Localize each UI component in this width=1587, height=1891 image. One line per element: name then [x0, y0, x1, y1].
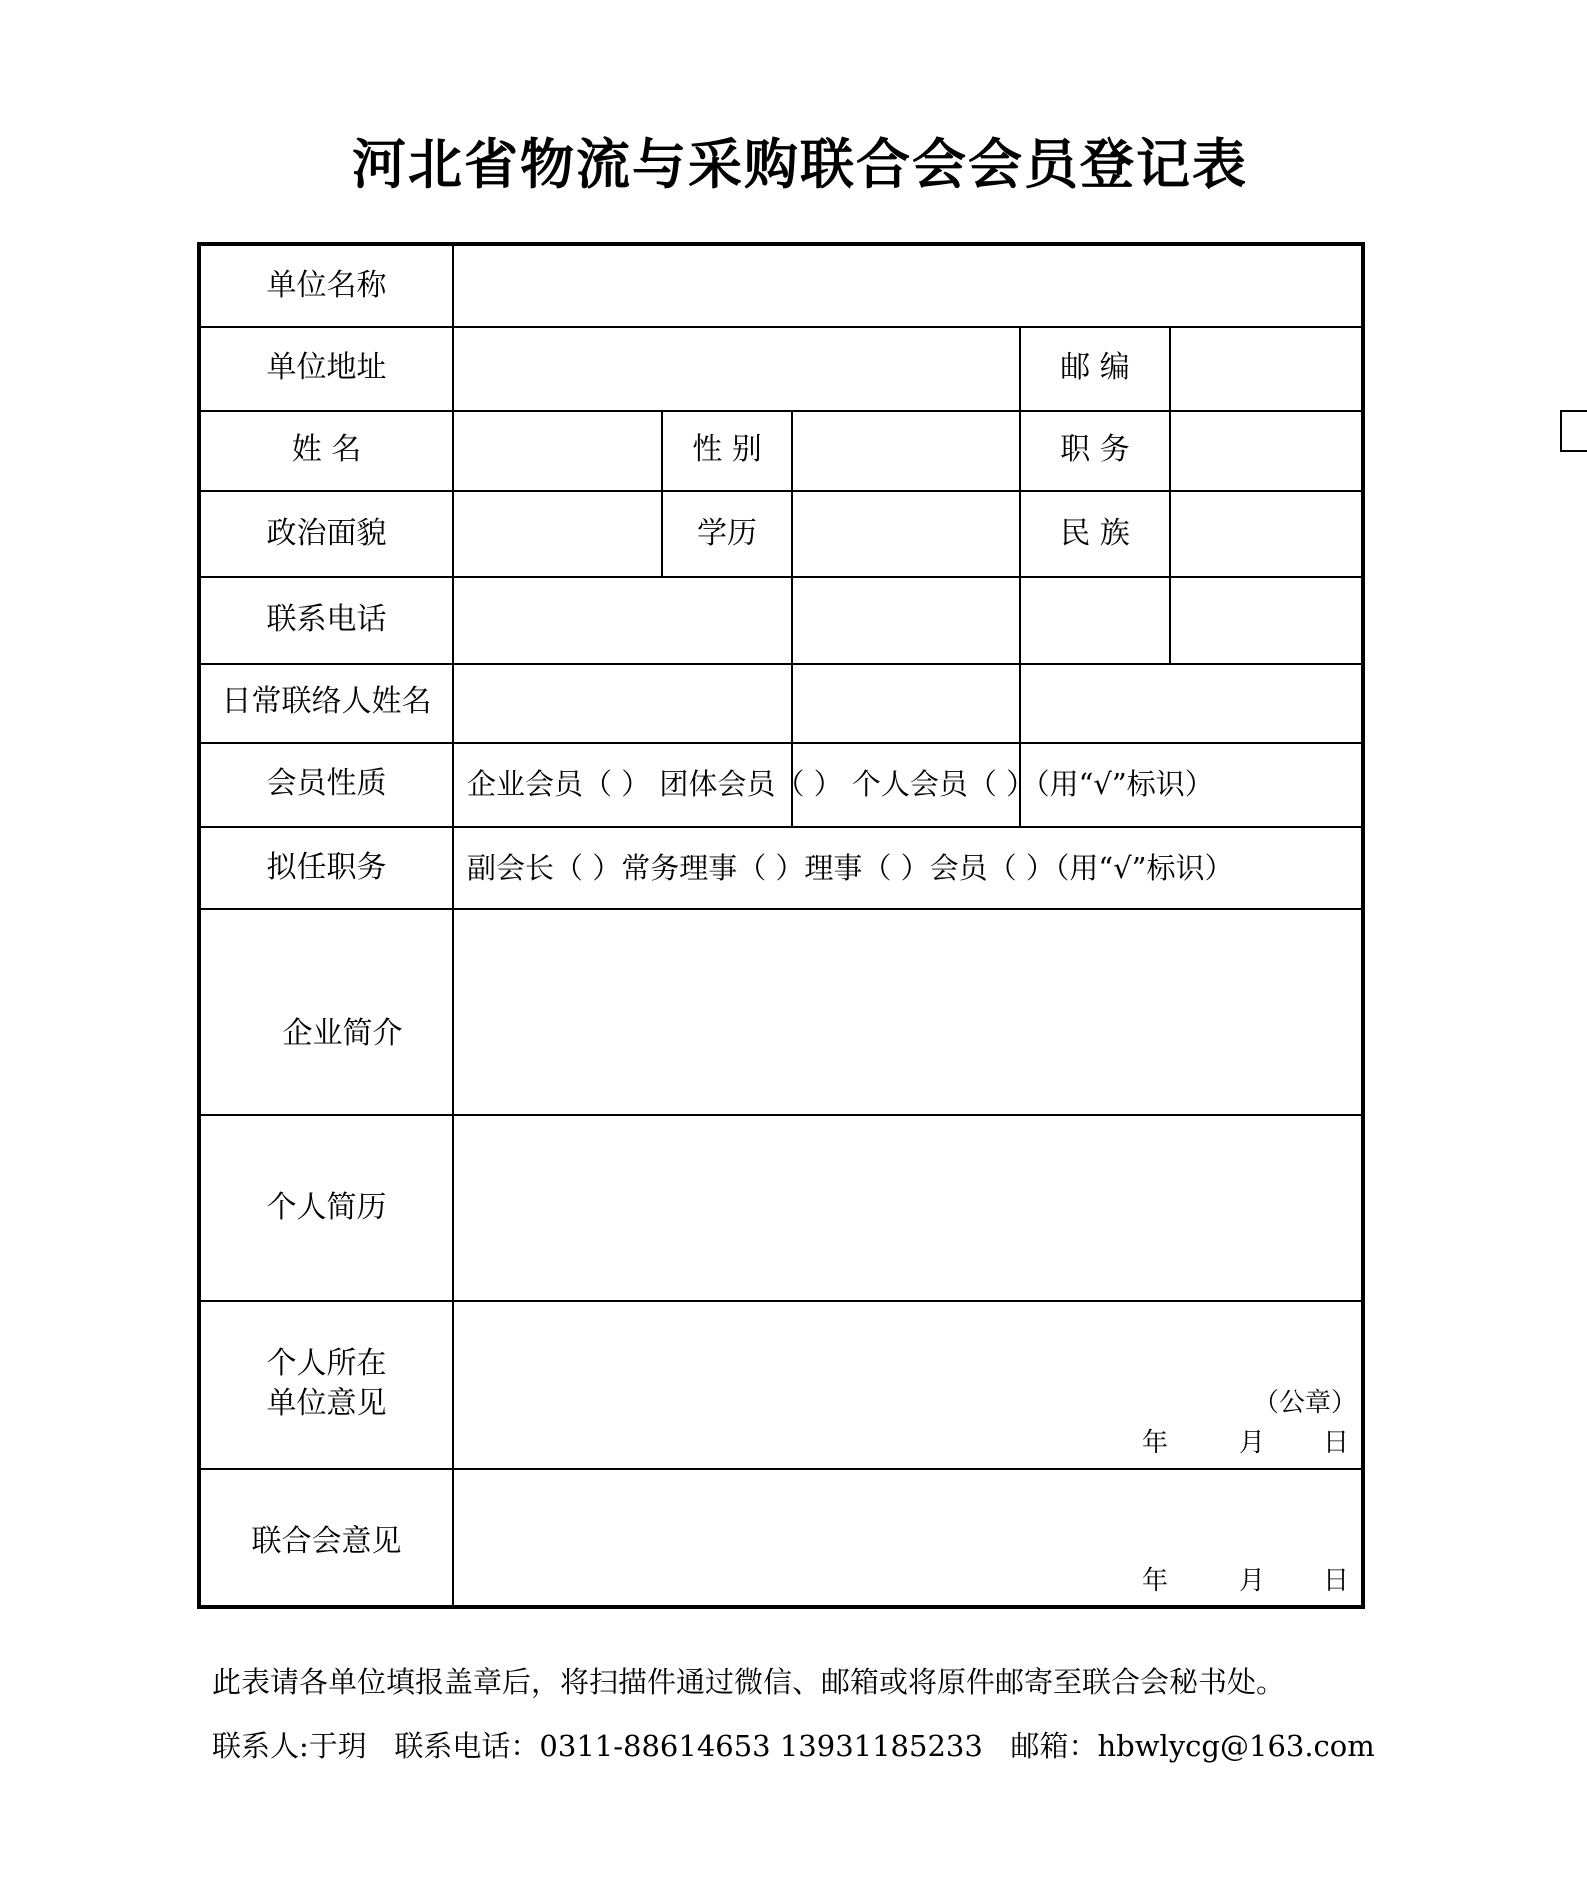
date-day: 日	[1323, 1566, 1350, 1596]
unit-opinion-label-line1: 个人所在	[266, 1346, 387, 1381]
seal-text: （公章）	[1253, 1388, 1358, 1418]
daily-contact-label: 日常联络人姓名	[221, 684, 432, 719]
name-label: 姓 名	[291, 432, 362, 467]
date-day: 日	[1323, 1428, 1350, 1458]
row-divider	[201, 326, 1361, 328]
date-month: 月	[1239, 1428, 1266, 1458]
unit-opinion-label-line2: 单位意见	[266, 1386, 387, 1421]
position-label: 职 务	[1060, 432, 1130, 467]
unit-name-label: 单位名称	[266, 268, 387, 303]
phone-label: 联系电话	[266, 602, 387, 637]
date-month: 月	[1239, 1566, 1266, 1596]
federation-opinion-label: 联合会意见	[251, 1524, 402, 1559]
row-divider	[201, 742, 1361, 744]
proposed-position-options: 副会长（ ）常务理事（ ）理事（ ）会员（ ）（用“√”标识）	[467, 851, 1234, 885]
date-year: 年	[1142, 1566, 1169, 1596]
row-divider	[201, 490, 1361, 492]
footer-note: 此表请各单位填报盖章后，将扫描件通过微信、邮箱或将原件邮寄至联合会秘书处。	[212, 1665, 1286, 1699]
political-status-label: 政治面貌	[266, 516, 387, 551]
column-divider	[1019, 326, 1021, 826]
unit-address-label: 单位地址	[266, 350, 387, 385]
row-divider	[201, 826, 1361, 828]
member-type-options: 企业会员（ ） 团体会员（ ） 个人会员（ ）（用“√”标识）	[467, 767, 1214, 801]
registration-form-table	[197, 242, 1365, 1609]
proposed-position-label: 拟任职务	[266, 850, 387, 885]
postcode-label: 邮 编	[1060, 350, 1130, 385]
education-label: 学历	[697, 516, 757, 551]
row-divider	[201, 576, 1361, 578]
column-divider	[1169, 326, 1171, 663]
page-edge-box	[1560, 410, 1587, 452]
personal-resume-label: 个人简历	[266, 1190, 387, 1225]
row-divider	[201, 1114, 1361, 1116]
column-divider	[452, 246, 454, 1605]
row-divider	[201, 410, 1361, 412]
date-year: 年	[1142, 1428, 1169, 1458]
member-type-label: 会员性质	[266, 766, 387, 801]
form-title: 河北省物流与采购联合会会员登记表	[352, 133, 1248, 196]
row-divider	[201, 908, 1361, 910]
ethnicity-label: 民 族	[1060, 516, 1130, 551]
row-divider	[201, 663, 1361, 665]
footer-contact: 联系人:于玥 联系电话：0311-88614653 13931185233 邮箱：hbwlycg@163.com	[212, 1729, 1375, 1763]
company-intro-label: 企业简介	[282, 1016, 403, 1051]
gender-label: 性 别	[692, 432, 762, 467]
row-divider	[201, 1300, 1361, 1302]
row-divider	[201, 1468, 1361, 1470]
